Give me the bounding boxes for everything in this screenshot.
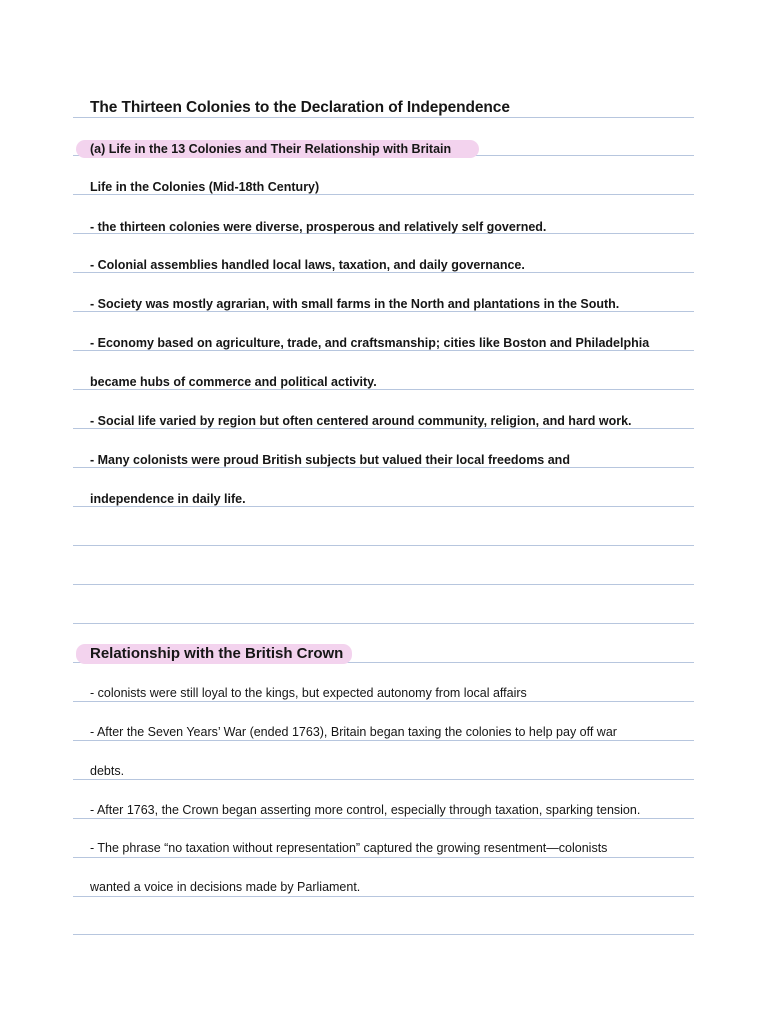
note-line: - colonists were still loyal to the kings, but expected autonomy from local affairs [90, 686, 527, 700]
note-line: - Colonial assemblies handled local laws, taxation, and daily governance. [90, 258, 525, 272]
note-line: - Economy based on agriculture, trade, and craftsmanship; cities like Boston and Philadelphia [90, 336, 650, 350]
note-line: debts. [90, 764, 125, 778]
ruled-line [73, 934, 694, 935]
ruled-line [73, 506, 694, 507]
ruled-line [73, 740, 694, 741]
ruled-line [73, 896, 694, 897]
ruled-line [73, 623, 694, 624]
note-line: wanted a voice in decisions made by Parliament. [90, 880, 361, 894]
ruled-line [73, 311, 694, 312]
ruled-line [73, 779, 694, 780]
ruled-line [73, 117, 694, 118]
ruled-line [73, 272, 694, 273]
note-line: independence in daily life. [90, 492, 246, 506]
note-line: - Society was mostly agrarian, with small farms in the North and plantations in the South. [90, 297, 620, 311]
ruled-line [73, 584, 694, 585]
note-line: - The phrase “no taxation without representation” captured the growing resentment—colonists [90, 841, 608, 855]
note-line: - After the Seven Years’ War (ended 1763), Britain began taxing the colonies to help pay off war [90, 725, 617, 739]
section-a-subheading: Life in the Colonies (Mid-18th Century) [90, 180, 320, 194]
ruled-line [73, 194, 694, 195]
page-title: The Thirteen Colonies to the Declaration of Independence [90, 99, 510, 116]
note-line: - the thirteen colonies were diverse, prosperous and relatively self governed. [90, 220, 547, 234]
section-a-heading: (a) Life in the 13 Colonies and Their Relationship with Britain [90, 142, 452, 156]
note-line: - Social life varied by region but often centered around community, religion, and hard work. [90, 414, 632, 428]
ruled-line [73, 428, 694, 429]
ruled-line [73, 818, 694, 819]
ruled-line [73, 389, 694, 390]
ruled-line [73, 467, 694, 468]
note-line: - After 1763, the Crown began asserting more control, especially through taxation, sparking tension. [90, 803, 641, 817]
ruled-line [73, 350, 694, 351]
section-b-heading: Relationship with the British Crown [90, 645, 344, 662]
note-line: - Many colonists were proud British subjects but valued their local freedoms and [90, 453, 570, 467]
ruled-line [73, 701, 694, 702]
note-line: became hubs of commerce and political activity. [90, 375, 377, 389]
ruled-line [73, 857, 694, 858]
ruled-line [73, 545, 694, 546]
